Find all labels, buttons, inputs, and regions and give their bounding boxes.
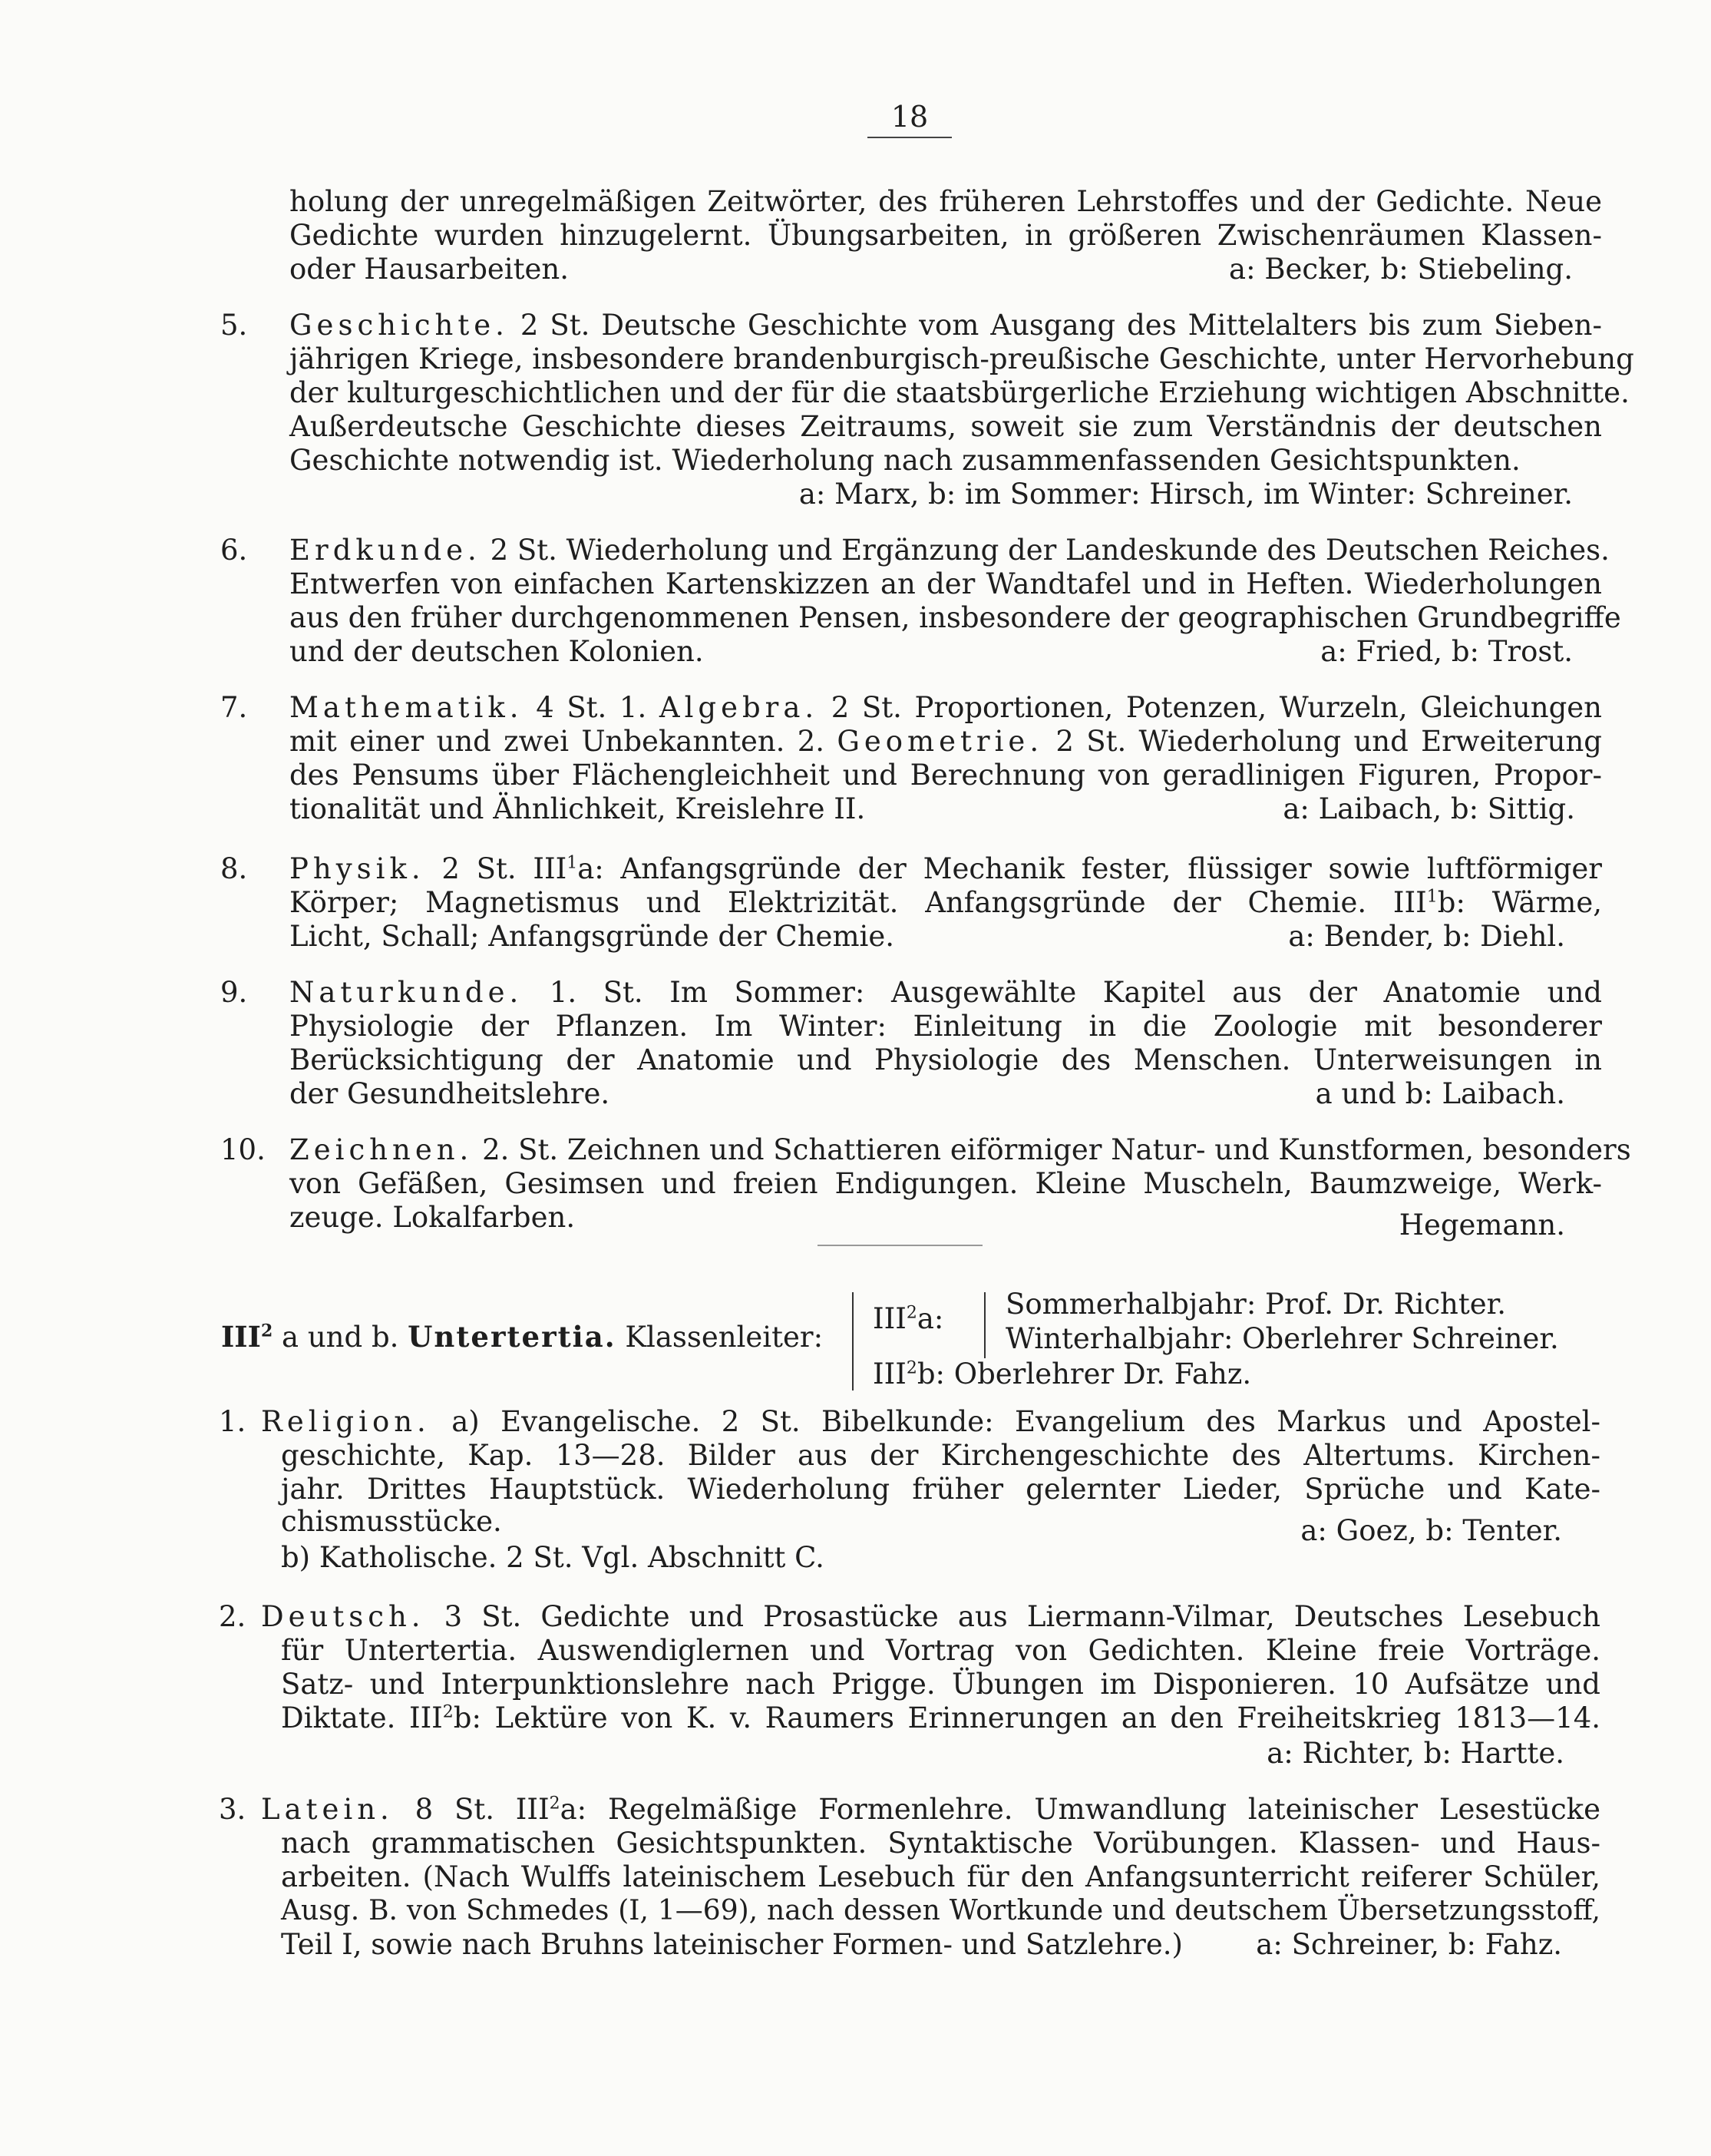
text-fragment: 2 St. Proportionen, Potenzen, Wurzeln, Gleichungen [831,691,1602,724]
text-line [289,1077,1602,1111]
text-fragment: b: Wärme, [1437,886,1603,919]
text-fragment: 2 St. Wiederholung und Erweiterung [1055,725,1602,758]
text-fragment: a) Evangelische. 2 St. Bibelkunde: Evangelium des Markus und Apostel- [451,1405,1600,1438]
text-line [289,886,1602,920]
text-line [289,725,1602,759]
text-line: Gedichte wurden hinzugelernt. Übungsarbeiten, in größeren Zwischenräumen Klassen- [289,219,1602,252]
text-fragment: a: Regelmäßige Formenlehre. Umwandlung lateinischer Lesestücke [560,1793,1600,1826]
subject-title: Physik. [289,852,425,885]
text-fragment: b: Lektüre von K. v. Raumers Erinnerungen an den Freiheitskrieg 1813—14. [453,1701,1600,1734]
text-fragment: zeuge. Lokalfarben. [289,1201,576,1234]
text-fragment: 2. St. Zeichnen und Schattieren eiförmiger Natur- und Kunstformen, besonders [482,1133,1631,1166]
text-line: Außerdeutsche Geschichte dieses Zeitraums, soweit sie zum Verständnis der deutschen [289,410,1602,443]
subject-subtitle: Geometrie. [837,725,1044,758]
text-line: holung der unregelmäßigen Zeitwörter, des früheren Lehrstoffes und der Gedichte. Neue [289,185,1602,218]
text-line [289,792,1602,826]
text-line: geschichte, Kap. 13—28. Bilder aus der Kirchengeschichte des Altertums. Kirchen- [281,1439,1600,1472]
item-number: 3. [219,1793,246,1826]
text-line [289,920,1602,954]
superscript: 2 [906,1303,917,1323]
text-line: b) Katholische. 2 St. Vgl. Abschnitt C. [281,1541,824,1574]
superscript: 2 [549,1794,560,1814]
item-number: 6. [220,534,248,567]
subject-title: Erdkunde. [289,534,481,567]
label-text: III [873,1357,907,1390]
superscript: 1 [566,853,578,873]
item-number: 5. [220,309,248,342]
subject-subtitle: Algebra. [659,691,819,724]
text-line [289,635,1602,669]
text-line [289,253,1602,286]
text-fragment: Diktate. III [281,1701,443,1734]
text-fragment: Teil I, sowie nach Bruhns lateinischer Formen- und Satzlehre.) [281,1928,1183,1961]
item-number: 2. [219,1600,246,1633]
text-line: Berücksichtigung der Anatomie und Physiologie des Menschen. Unterweisungen in [289,1043,1602,1076]
leader-winter: Winterhalbjahr: Oberlehrer Schreiner. [1006,1322,1559,1355]
leader-sommer: Sommerhalbjahr: Prof. Dr. Richter. [1006,1288,1507,1321]
section-latein [219,1793,1600,1827]
subject-title: Latein. [261,1793,394,1826]
text-fragment: Körper; Magnetismus und Elektrizität. Anfangsgründe der Chemie. III [289,886,1427,919]
section-physik [220,852,1602,886]
text-line: für Untertertia. Auswendiglernen und Vortrag von Gedichten. Kleine freie Vorträge. [281,1634,1600,1667]
brace-line [852,1292,854,1390]
text-line: der kulturgeschichtlichen und der für die staatsbürgerliche Erziehung wichtigen Abschnitte. [289,376,1630,409]
text-fragment: 2 St. Wiederholung und Ergänzung der Landeskunde des Deutschen Reiches. [490,534,1610,567]
teacher-note: a: Bender, b: Diehl. [1288,920,1565,953]
teacher-note: Hegemann. [1399,1209,1565,1242]
teacher-note: a und b: Laibach. [1315,1077,1565,1110]
class-label-rest: a und b. [282,1321,399,1354]
text-line: Satz- und Interpunktionslehre nach Prigge. Übungen im Disponieren. 10 Aufsätze und [281,1668,1600,1701]
text-line [289,1201,1602,1242]
text-fragment: tionalität und Ähnlichkeit, Kreislehre II. [289,792,866,825]
teacher-note: a: Fried, b: Trost. [1320,635,1573,668]
text-line [281,1701,1600,1735]
superscript: 2 [260,1321,273,1341]
teacher-note: a: Marx, b: im Sommer: Hirsch, im Winter: Schreiner. [798,478,1573,511]
text-line: Geschichte notwendig ist. Wiederholung nach zusammenfassenden Gesichtspunkten. [289,444,1521,477]
section-deutsch [219,1600,1600,1634]
section-religion [219,1405,1600,1439]
label-text: a: [917,1302,944,1335]
section-mathematik [220,691,1602,725]
text-line: jahr. Drittes Hauptstück. Wiederholung früher gelernter Lieder, Sprüche und Kate- [281,1473,1600,1506]
text-fragment: 2 St. III [441,852,567,885]
leader-a-label [873,1302,943,1336]
text-fragment: mit einer und zwei Unbekannten. 2. [289,725,825,758]
class-leader-label: Klassenleiter: [625,1321,824,1354]
class-title: Untertertia. [408,1320,616,1354]
text-line: aus den früher durchgenommenen Pensen, insbesondere der geographischen Grundbegriffe [289,601,1621,634]
text-line: Entwerfen von einfachen Kartenskizzen an der Wandtafel und in Heften. Wiederholungen [289,567,1602,600]
superscript: 1 [1426,887,1438,907]
item-number: 7. [220,691,248,724]
teacher-note: a: Becker, b: Stiebeling. [1229,253,1573,286]
teacher-note: a: Laibach, b: Sittig. [1283,792,1575,825]
text-line: des Pensums über Flächengleichheit und Berechnung von geradlinigen Figuren, Propor- [289,759,1602,792]
subject-title: Mathematik. [289,691,524,724]
section-naturkunde [220,976,1602,1010]
superscript: 2 [442,1702,454,1722]
teacher-note: a: Richter, b: Hartte. [1267,1737,1564,1770]
label-text: b: Oberlehrer Dr. Fahz. [917,1357,1252,1390]
subject-title: Naturkunde. [289,976,524,1009]
text-fragment: 8 St. III [415,1793,550,1826]
text-fragment: Licht, Schall; Anfangsgründe der Chemie. [289,920,895,953]
section-divider [818,1245,983,1246]
subject-title: Zeichnen. [289,1133,474,1166]
teacher-note: a: Schreiner, b: Fahz. [1256,1928,1562,1961]
teacher-note: a: Goez, b: Tenter. [1300,1514,1562,1547]
subject-title: Religion. [261,1405,431,1438]
class-label: III [221,1320,261,1354]
text-line [281,1928,1600,1962]
text-fragment: 4 St. 1. [536,691,647,724]
item-number: 1. [219,1405,246,1438]
section-erdkunde [220,534,1610,567]
subject-title: Geschichte. [289,309,509,342]
text-fragment: 2 St. Deutsche Geschichte vom Ausgang des Mittelalters bis zum Sieben- [520,309,1603,342]
text-fragment: a: Anfangsgründe der Mechanik fester, flüssiger sowie luftförmiger [577,852,1602,885]
brace-line-inner [984,1292,986,1358]
text-line: Ausg. B. von Schmedes (I, 1—69), nach dessen Wortkunde und deutschem Übersetzungsstoff, [281,1895,1600,1926]
item-number: 8. [220,852,248,885]
text-line: nach grammatischen Gesichtspunkten. Syntaktische Vorübungen. Klassen- und Haus- [281,1827,1600,1860]
text-fragment: und der deutschen Kolonien. [289,635,704,668]
text-fragment: der Gesundheitslehre. [289,1077,610,1110]
text-fragment: oder Hausarbeiten. [289,253,569,286]
item-number: 9. [220,976,248,1009]
text-line: jährigen Kriege, insbesondere brandenburgisch-preußische Geschichte, unter Hervorhebung [289,342,1634,375]
section-geschichte [220,309,1603,342]
text-line [281,1505,1600,1547]
subject-title: Deutsch. [261,1600,425,1633]
section-zeichnen [220,1133,1631,1167]
text-fragment: chismusstücke. [281,1505,502,1538]
text-fragment: 1. St. Im Sommer: Ausgewählte Kapitel aus der Anatomie und [549,976,1602,1009]
text-fragment: 3 St. Gedichte und Prosastücke aus Liermann-Vilmar, Deutsches Lesebuch [444,1600,1600,1633]
leader-b [873,1357,1251,1391]
page-number: 18 [867,100,952,138]
text-line: arbeiten. (Nach Wulffs lateinischem Lesebuch für den Anfangsunterricht reiferer Schüler, [281,1860,1600,1893]
item-number: 10. [220,1133,266,1166]
label-text: III [873,1302,907,1335]
text-line: Physiologie der Pflanzen. Im Winter: Einleitung in die Zoologie mit besonderer [289,1010,1602,1043]
class-header [221,1320,823,1354]
text-line: von Gefäßen, Gesimsen und freien Endigungen. Kleine Muscheln, Baumzweige, Werk- [289,1167,1602,1200]
superscript: 2 [906,1358,917,1378]
